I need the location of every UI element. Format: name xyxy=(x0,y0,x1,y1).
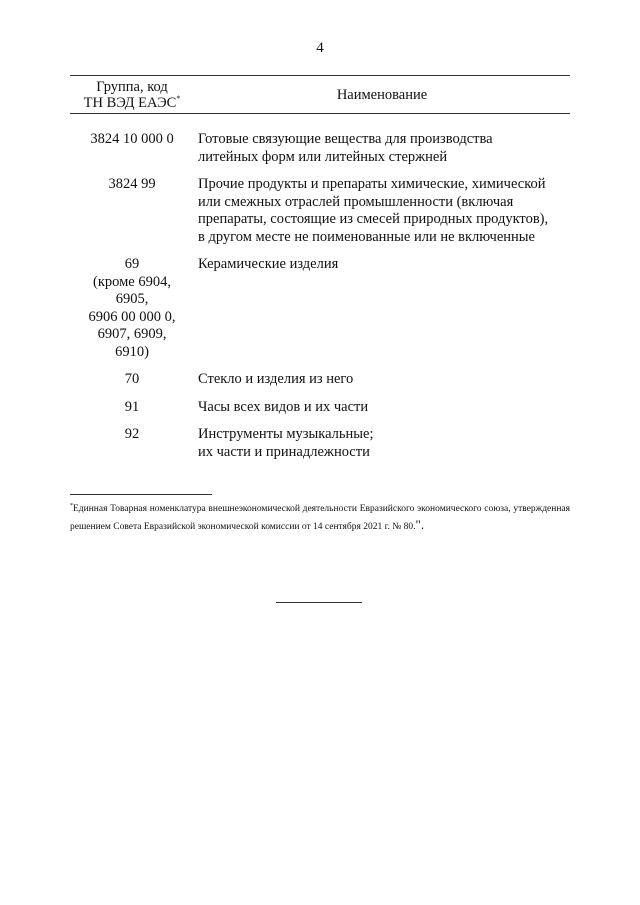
row-name-line: Стекло и изделия из него xyxy=(198,371,354,387)
header-name-label: Наименование xyxy=(336,87,428,103)
footnote-reference-mark: * xyxy=(176,94,181,104)
row-code-line: 6905, xyxy=(115,291,149,307)
row-code-line: (кроме 6904, xyxy=(93,273,171,290)
footnote-divider xyxy=(70,494,212,495)
row-name-line: препараты, состоящие из смесей природных продуктов), xyxy=(198,211,549,227)
footnote-closing-mark: ". xyxy=(415,517,425,532)
page-number: 4 xyxy=(316,40,324,56)
row-code xyxy=(70,426,194,461)
row-name-line: Керамические изделия xyxy=(198,256,339,272)
row-code xyxy=(70,131,194,166)
footnote-text: Единная Товарная номенклатура внешнеэкономической деятельности Евразийского экономического союза, утвержденная решением Совета Евразийской экономической комиссии от 14 сентября 2021 г. № 80. xyxy=(70,504,570,532)
row-code-line: 6906 00 000 0, xyxy=(88,308,176,325)
row-name-line: Часы всех видов и их части xyxy=(198,398,369,415)
row-code xyxy=(70,371,194,389)
table-row xyxy=(70,426,570,461)
row-code-line: 6910) xyxy=(115,343,149,360)
row-code-line: 6907, 6909, xyxy=(97,326,167,342)
row-code xyxy=(70,176,194,246)
table-row xyxy=(70,131,570,166)
row-name-line: или смежных отраслей промышленности (включая xyxy=(198,193,514,210)
row-name-line: их части и принадлежности xyxy=(198,443,370,460)
table-row xyxy=(70,371,570,389)
row-code-line: 92 xyxy=(124,426,140,442)
row-code-line: 69 xyxy=(124,256,140,272)
footnote xyxy=(70,501,570,535)
row-code-line: 70 xyxy=(124,371,140,387)
footnote-mark: * xyxy=(70,502,73,509)
row-code xyxy=(70,399,194,417)
header-code-label-line2: ТН ВЭД ЕАЭС xyxy=(83,95,177,111)
row-name-line: в другом месте не поименованные или не включенные xyxy=(198,228,535,245)
header-code-label-line1: Группа, код xyxy=(96,79,168,95)
row-name xyxy=(198,131,570,166)
row-name-line: Прочие продукты и препараты химические, химической xyxy=(198,176,546,192)
row-name-line: литейных форм или литейных стержней xyxy=(198,148,448,165)
row-code-line: 91 xyxy=(124,398,140,415)
row-code xyxy=(70,256,194,361)
row-name xyxy=(198,426,570,461)
row-code-line: 3824 99 xyxy=(108,176,156,192)
row-name-line: Инструменты музыкальные; xyxy=(198,426,374,442)
end-divider xyxy=(276,602,362,603)
row-name xyxy=(198,371,570,389)
table-row xyxy=(70,399,570,417)
table-body xyxy=(70,131,570,471)
table-header xyxy=(70,75,570,114)
table-row xyxy=(70,256,570,361)
row-name xyxy=(198,399,570,417)
header-code-column xyxy=(70,79,194,111)
row-name xyxy=(198,256,570,361)
row-code-line: 3824 10 000 0 xyxy=(90,131,174,147)
row-name-line: Готовые связующие вещества для производства xyxy=(198,131,493,147)
table-row xyxy=(70,176,570,246)
row-name xyxy=(198,176,570,246)
